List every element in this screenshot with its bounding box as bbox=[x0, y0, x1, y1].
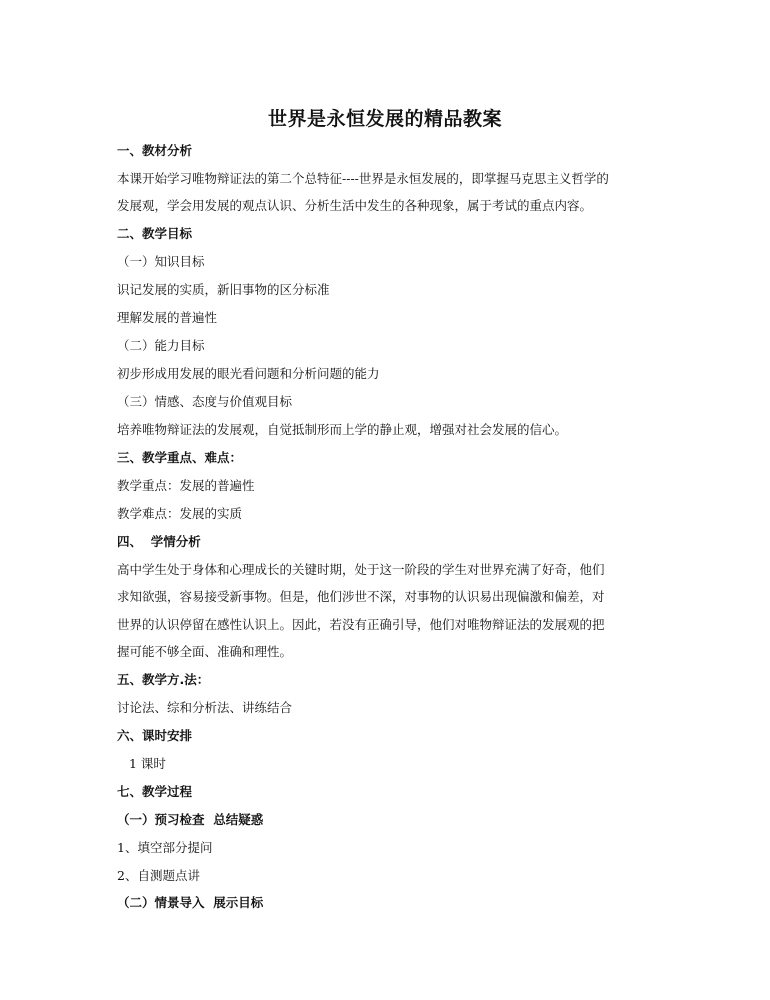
paragraph-line: 教学难点：发展的实质 bbox=[117, 506, 243, 521]
section-heading-schedule: 六、课时安排 bbox=[117, 728, 193, 743]
paragraph-line: 1 课时 bbox=[129, 756, 166, 771]
paragraph-line: 教学重点：发展的普遍性 bbox=[117, 478, 255, 493]
paragraph-line: 高中学生处于身体和心理成长的关键时期，处于这一阶段的学生对世界充满了好奇，他们 bbox=[117, 562, 605, 577]
paragraph-line: 理解发展的普遍性 bbox=[117, 310, 218, 325]
paragraph-line: 讨论法、综和分析法、讲练结合 bbox=[117, 700, 293, 715]
section-heading-textbook-analysis: 一、教材分析 bbox=[117, 143, 193, 158]
paragraph-line: 本课开始学习唯物辩证法的第二个总特征----世界是永恒发展的，即掌握马克思主义哲学的 bbox=[117, 171, 609, 186]
subheading-scenario-intro: （二）情景导入 展示目标 bbox=[117, 895, 264, 910]
paragraph-line: 1、填空部分提问 bbox=[117, 840, 213, 855]
paragraph-line: 发展观，学会用发展的观点认识、分析生活中发生的各种现象，属于考试的重点内容。 bbox=[117, 198, 593, 213]
subheading-ability-goals: （二）能力目标 bbox=[117, 338, 205, 353]
paragraph-line: 握可能不够全面、准确和理性。 bbox=[117, 644, 293, 659]
paragraph-line: 识记发展的实质，新旧事物的区分标准 bbox=[117, 282, 330, 297]
paragraph-line: 培养唯物辩证法的发展观，自觉抵制形而上学的静止观，增强对社会发展的信心。 bbox=[117, 422, 568, 437]
subheading-preview-check: （一）预习检查 总结疑惑 bbox=[117, 812, 264, 827]
paragraph-line: 初步形成用发展的眼光看问题和分析问题的能力 bbox=[117, 366, 380, 381]
section-heading-teaching-goals: 二、教学目标 bbox=[117, 226, 193, 241]
subheading-knowledge-goals: （一）知识目标 bbox=[117, 254, 205, 269]
section-heading-key-points: 三、教学重点、难点： bbox=[117, 450, 243, 465]
subheading-attitude-goals: （三）情感、态度与价值观目标 bbox=[117, 394, 293, 409]
paragraph-line: 世界的认识停留在感性认识上。因此，若没有正确引导，他们对唯物辩证法的发展观的把 bbox=[117, 617, 605, 632]
paragraph-line: 求知欲强，容易接受新事物。但是，他们涉世不深，对事物的认识易出现偏激和偏差，对 bbox=[117, 589, 605, 604]
section-heading-process: 七、教学过程 bbox=[117, 784, 193, 799]
paragraph-line: 2、自测题点讲 bbox=[117, 868, 200, 883]
section-heading-methods: 五、教学方.法： bbox=[117, 672, 210, 687]
document-title: 世界是永恒发展的精品教案 bbox=[267, 108, 502, 130]
section-heading-student-analysis: 四、 学情分析 bbox=[117, 534, 201, 549]
